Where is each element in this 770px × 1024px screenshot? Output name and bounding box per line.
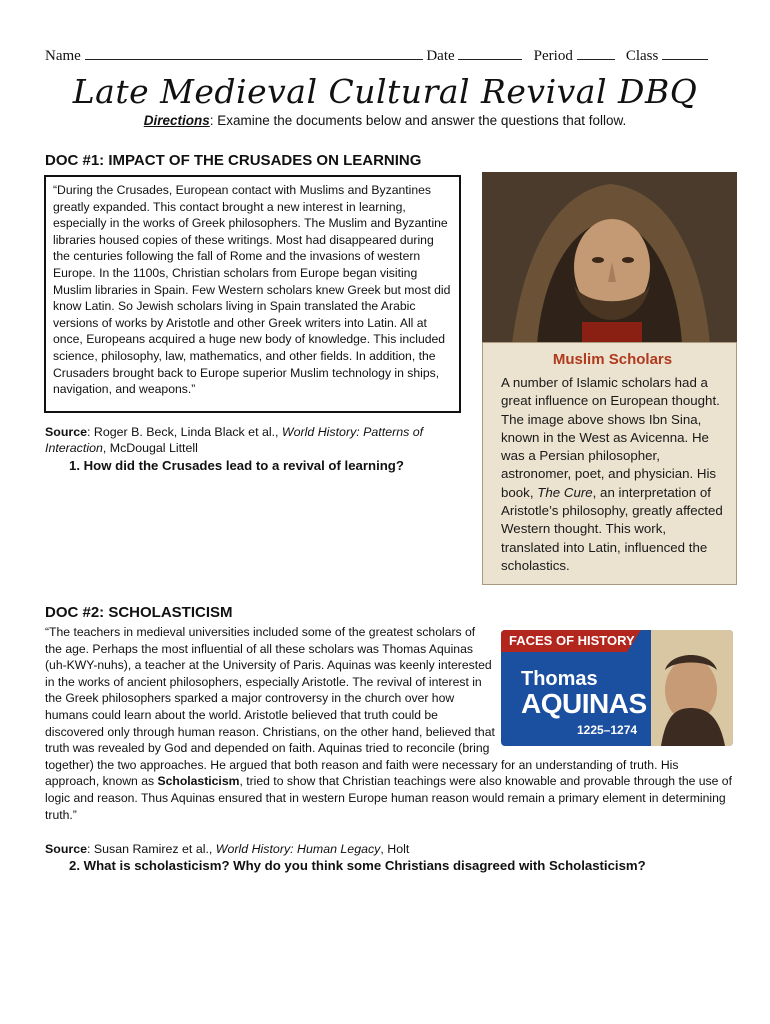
doc2-quote-pre: “The teachers in medieval universities included some of the greatest scholars of the age. Perhaps the most influential of all these scholars was Thomas Aquinas (uh-KWY-nuhs), a teacher at the University of Paris. Aquinas was keenly interested in the works of ancient philosophers, especially Aristotle. The revival of interest in the Greek philosophers sparked a major controversy in the church over how humans could learn about the world. Aristotle believed that truth could be discovered only through human reason. Christians, on the other hand, believed that truth was revealed by God and depended on faith. Aquinas tried to reconcile (bring together) the two approaches. He argued that both reason and faith were necessary for an understanding of truth. His approach, known as [45, 625, 679, 789]
doc1-source [45, 424, 465, 456]
question-1: 1. How did the Crusades lead to a revival of learning? [69, 458, 404, 473]
doc1-source-title: World History: Patterns of Interaction [45, 425, 424, 455]
ibn-sina-portrait [482, 172, 737, 344]
faces-last-name: AQUINAS [521, 688, 647, 719]
doc2-heading: DOC #2: SCHOLASTICISM [45, 604, 233, 621]
doc1-source-authors: : Roger B. Beck, Linda Black et al., [87, 425, 282, 439]
doc1-quote-box [44, 175, 461, 413]
doc2-source-authors: : Susan Ramirez et al., [87, 842, 216, 856]
doc1-source-publisher: , McDougal Littell [102, 441, 198, 455]
directions-label: Directions [143, 113, 210, 128]
name-blank[interactable] [85, 46, 423, 60]
doc1-heading: DOC #1: IMPACT OF THE CRUSADES ON LEARNING [45, 152, 422, 169]
student-info-header [45, 46, 725, 65]
period-blank[interactable] [577, 46, 615, 60]
caption-text [501, 374, 724, 575]
question-2: 2. What is scholasticism? Why do you think some Christians disagreed with Scholasticism? [69, 858, 646, 873]
doc2-quote [45, 624, 735, 823]
period-label: Period [533, 48, 573, 64]
caption-text-pre: A number of Islamic scholars had a great influence on European thought. The image above shows Ibn Sina, known in the West as Avicenna. He was a Persian philosopher, astronomer, poet, and physician. His book, [501, 375, 720, 500]
directions [0, 113, 770, 128]
caption-book-title: The Cure [537, 484, 593, 500]
doc2-source-label: Source [45, 842, 88, 856]
muslim-scholars-caption [482, 342, 737, 585]
doc1-source-label: Source [45, 425, 88, 439]
doc2-source-publisher: , Holt [380, 842, 410, 856]
doc2-float-spacer [495, 624, 735, 750]
directions-text: : Examine the documents below and answer the questions that follow. [209, 113, 627, 128]
caption-text-post: , an interpretation of Aristotle’s philosophy, greatly affected Western thought. This work, translated into Latin, influenced the scholastics. [501, 484, 723, 573]
doc1-quote-text: “During the Crusades, European contact with Muslims and Byzantines greatly expanded. This contact brought a new interest in learning, especially in the works of Greek philosophers. The Muslim and Byzantine libraries housed copies of these writings. Most had disappeared during the centuries following the fall of Rome and the invasions of western Europe. In the 1100s, Christian scholars from Europe began visiting Muslim libraries in Spain. Few Western scholars knew Greek but most did know Latin. So Jewish scholars living in Spain translated the Arabic versions of works by Aristotle and other Greek writers into Latin. All at once, Europeans acquired a huge new body of knowledge. This included science, philosophy, law, mathematics, and other fields. In addition, the Crusaders brought back to Europe superior Muslim technology in ships, navigation, and weapons.” [53, 183, 451, 397]
faces-years: 1225–1274 [577, 723, 638, 737]
name-label: Name [45, 48, 81, 64]
faces-first-name: Thomas [521, 668, 598, 690]
date-blank[interactable] [458, 46, 522, 60]
caption-title: Muslim Scholars [552, 351, 673, 368]
doc2-source [45, 841, 735, 857]
doc2-source-title: World History: Human Legacy [215, 842, 381, 856]
class-label: Class [625, 48, 659, 64]
doc2-quote-term: Scholasticism [157, 774, 240, 789]
portrait-illustration [482, 172, 737, 344]
date-label: Date [426, 48, 455, 64]
class-blank[interactable] [662, 46, 708, 60]
doc2-quote-post: , tried to show that Christian teachings were also knowable and provable through the use of logic and reason. Thus Aquinas ensured that in western Europe human reason would remain a primary element in determining truth.” [45, 774, 732, 822]
page-title: Late Medieval Cultural Revival DBQ [72, 72, 698, 111]
faces-banner-text: FACES OF HISTORY [509, 633, 635, 648]
